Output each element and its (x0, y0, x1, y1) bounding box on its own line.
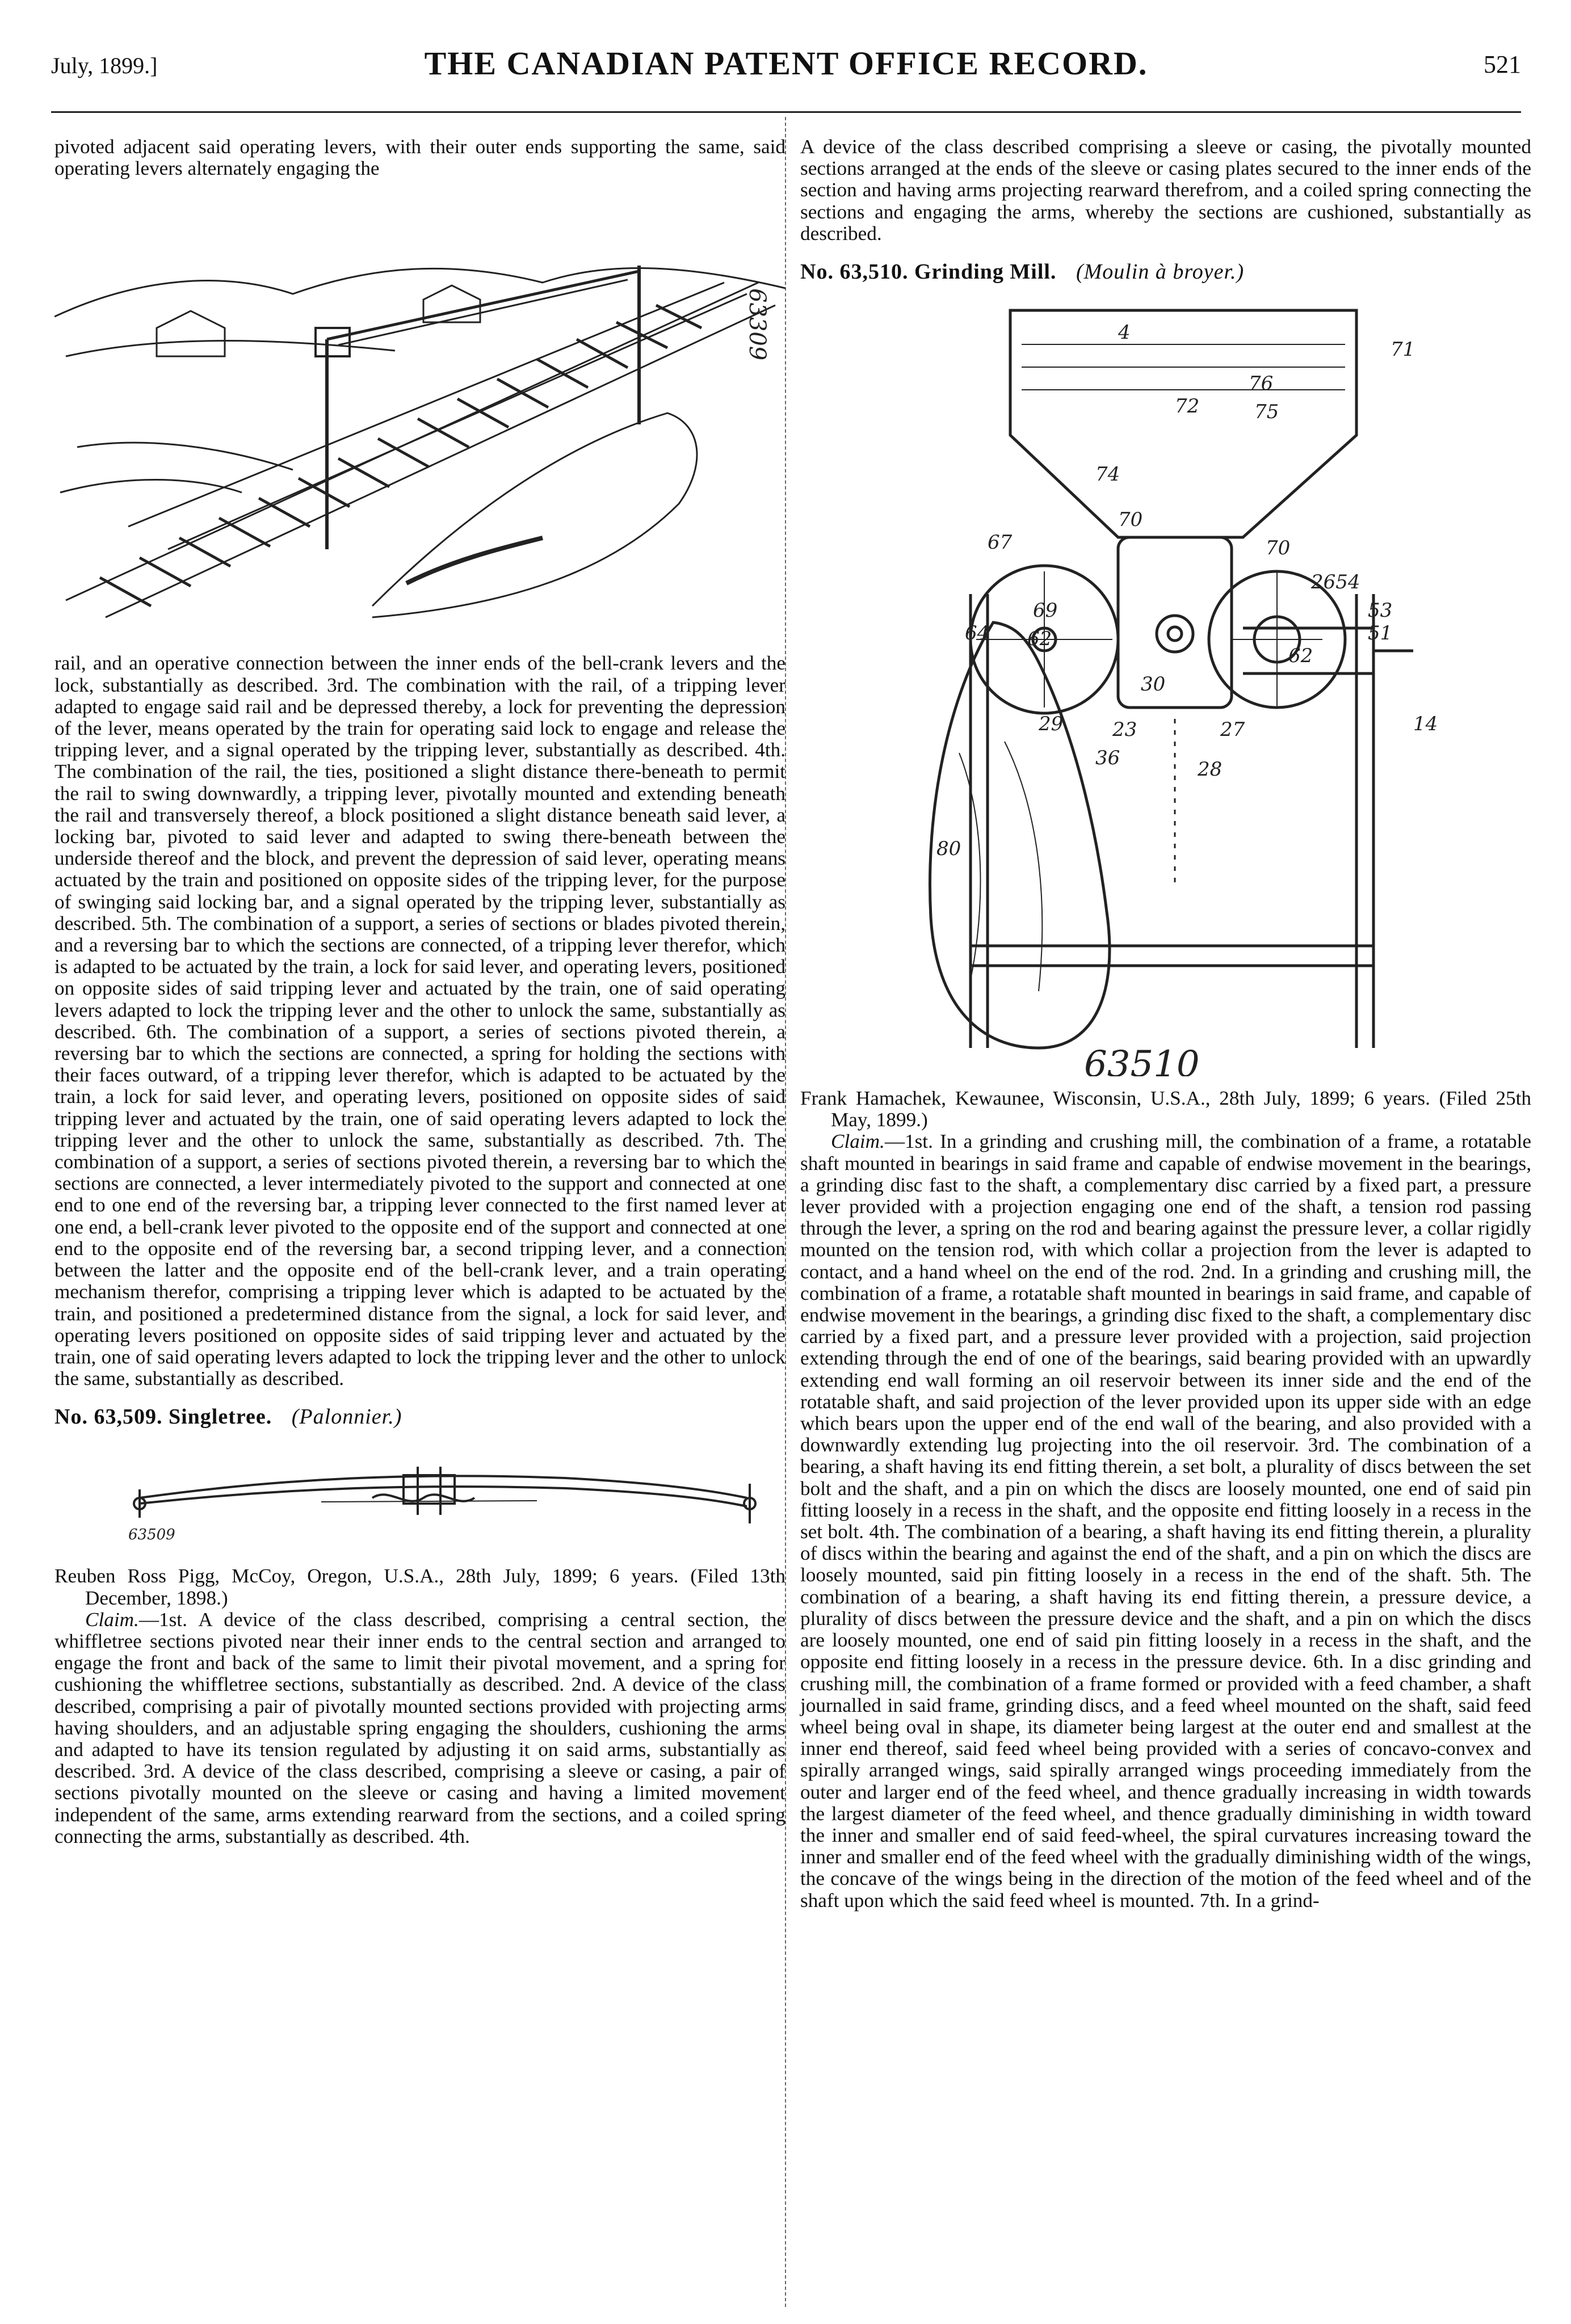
header-rule (51, 111, 1521, 113)
svg-text:2654: 2654 (1311, 571, 1360, 594)
railway-figure (54, 209, 786, 623)
singletree-drawing-icon (54, 1444, 786, 1557)
patent-title: Grinding Mill. (914, 260, 1057, 284)
patent-title: Singletree. (168, 1405, 272, 1429)
claim-paragraph-63509 (54, 1609, 786, 1847)
svg-text:70: 70 (1266, 537, 1291, 560)
svg-text:23: 23 (1112, 718, 1137, 742)
intro-paragraph: pivoted adjacent said operating levers, with their outer ends supporting the same, said operating levers alternately engaging the (54, 136, 786, 180)
publication-title: THE CANADIAN PATENT OFFICE RECORD. (424, 45, 1148, 82)
svg-text:76: 76 (1249, 372, 1274, 395)
mill-figure-label: 63510 (1084, 1043, 1200, 1077)
patent-french-title: (Palonnier.) (291, 1405, 402, 1429)
grinding-mill-figure (800, 299, 1531, 1076)
svg-text:74: 74 (1095, 463, 1120, 486)
page-number: 521 (1484, 50, 1521, 78)
svg-text:64: 64 (965, 622, 990, 645)
patent-number: No. 63,509. (54, 1405, 163, 1429)
svg-text:14: 14 (1413, 713, 1438, 736)
svg-text:36: 36 (1095, 747, 1120, 770)
svg-text:70: 70 (1118, 508, 1143, 532)
railway-track-illustration-icon (54, 209, 786, 623)
issue-date: July, 1899.] (51, 53, 158, 78)
left-column (54, 136, 786, 1847)
svg-text:4: 4 (1118, 321, 1131, 344)
svg-text:51: 51 (1368, 622, 1393, 645)
claim-label: Claim. (831, 1130, 885, 1153)
railway-claims-text: rail, and an operative connection between the inner ends of the bell-crank levers and the lock, substantially as described. 3rd. The combination with the rail, of a tripping lever adapted to engage said rail and be depressed thereby, a lock for preventing the depression of the lever, means operated by the train for operating said lock to engage and release the tripping lever, and a signal operated by the tripping lever, substantially as described. 4th. The combination of the rail, the ties, positioned a slight distance there-beneath to permit the rail to swing downwardly, a tripping lever, pivotally mounted and extending beneath the rail and transversely thereof, a block positioned a slight distance beneath said lever, a locking bar, pivoted to said lever and adapted to swing there-beneath between the underside thereof and the block, and prevent the depression of said lever, operating means actuated by the train and positioned on opposite sides of the tripping lever, for the purpose of swinging said locking bar, and a signal operated by the tripping lever, substantially as described. 5th. The combination of a support, a series of sections or blades pivoted therein, and a reversing bar to which the sections are connected, of a tripping lever therefor, which is adapted to be actuated by the train, a lock for said lever, and operating levers, positioned on opposite sides of said tripping lever and actuated by the train, one of said operating levers adapted to lock the tripping lever and the other to unlock the same, substantially as described. 6th. The combination of a support, a series of sections pivoted therein, a reversing bar to which the sections are connected, a spring for holding the sections with their faces outward, of a tripping lever therefor, which is adapted to be actuated by the train, a lock for said lever, and operating levers, positioned on opposite sides of said tripping lever and actuated by the train, one of said operating levers adapted to lock the tripping lever and the other to unlock the same, substantially as described. 7th. The combination of a support, a series of sections pivoted therein, a reversing bar to which the sections are connected, a lever intermediately pivoted to the support and connected at one end to one end of the reversing bar, a tripping lever connected to the first named lever at one end, a bell-crank lever pivoted to the opposite end of the support and connected at one end to the opposite end of the reversing bar, a second tripping lever, and a connection between the latter and the opposite end of the bell-crank lever, and a train operating mechanism therefor, comprising a tripping lever which is adapted to be actuated by the train, and positioned a predetermined distance from the signal, a lock for said lever, and operating levers positioned on opposite sides of said tripping lever and actuated by the train, one of said operating levers adapted to lock the tripping lever and the other to unlock the same, substantially as described. (54, 652, 786, 1390)
railway-figure-label: 63309 (744, 288, 770, 361)
right-column (800, 136, 1531, 1912)
singletree-figure-label: 63509 (128, 1526, 175, 1544)
claim-paragraph-63510 (800, 1131, 1531, 1911)
patent-number: No. 63,510. (800, 260, 909, 284)
svg-text:29: 29 (1039, 713, 1064, 736)
svg-text:80: 80 (936, 837, 961, 861)
claim-label: Claim. (85, 1608, 139, 1631)
claim-text: —1st. A device of the class described, comprising a central section, the whiffletree sections pivoted near their inner ends to the central section and arranged to engage the front and back of the same to limit their pivotal movement, and a spring for cushioning the whiffletree sections, substantially as described. 2nd. A device of the class described, comprising a pair of pivotally mounted sections provided with projecting arms having shoulders, and an adjustable spring engaging the shoulders, cushioning the arms and adapted to have its tension regulated by adjusting it on said arms, substantially as described. 3rd. A device of the class described, comprising a sleeve or casing, a pair of sections pivotally mounted on the sleeve or casing and having a limited movement independent of the same, arms extending rearward from the sections, and a coiled spring connecting the arms, substantially as described. 4th. (54, 1608, 786, 1847)
applicant-63509: Reuben Ross Pigg, McCoy, Oregon, U.S.A., 28th July, 1899; 6 years. (Filed 13th December, 1898.) (54, 1565, 786, 1609)
svg-text:53: 53 (1368, 599, 1393, 622)
claim-continued-63509: A device of the class described comprising a sleeve or casing, the pivotally mounted sections arranged at the ends of the sleeve or casing plates secured to the inner ends of the section and having arms projecting rearward therefrom, and a coiled spring connecting the sections and engaging the arms, whereby the sections are cushioned, substantially as described. (800, 136, 1531, 245)
claim-text: —1st. In a grinding and crushing mill, the combination of a frame, a rotatable shaft mounted in bearings in said frame and capable of endwise movement in the bearings, a grinding disc fast to the shaft, a complementary disc carried by a fixed part, a pressure lever provided with a projection engaging one end of the shaft, a tension rod passing through the lever, a spring on the rod and bearing against the pressure lever, a collar rigidly mounted on the tension rod, with which collar a projection from the lever is adapted to contact, and a hand wheel on the end of the rod. 2nd. In a grinding and crushing mill, the combination of a frame, a rotatable shaft mounted in bearings in said frame, and capable of endwise movement in the bearings, a grinding disc fixed to the shaft, a complementary disc carried by a fixed part, and a pressure lever provided with a projection, said projection extending through the end of one of the bearings, said bearing provided with an upwardly extending end wall forming an oil reservoir between its inner side and the end of the rotatable shaft, and said projection of the lever provided upon its upper side with an edge which bears upon the upper end of the end wall of the bearing, and also provided with a downwardly extending lug projecting into the oil reservoir. 3rd. The combination of a bearing, a shaft having its end fitting therein, a set bolt, a plurality of discs between the set bolt and the shaft, and a pin on which the discs are loosely mounted, one end of said pin fitting loosely in a recess in the shaft, and the opposite end fitting loosely in a recess in the set bolt. 4th. The combination of a bearing, a shaft having its end fitting therein, a plurality of discs within the bearing and against the end of the shaft, and a pin on which the discs are loosely mounted, said pin fitting loosely in a recess in the end of the shaft. 5th. The combination of a bearing, a shaft having its end fitting therein, a pressure device, a plurality of discs between the pressure device and the shaft, and a pin on which the discs are loosely mounted, one end of said pin fitting loosely in a recess in the shaft, and the opposite end fitting loosely in a recess in the pressure device. 6th. In a disc grinding and crushing mill, the combination of a frame formed or provided with a feed chamber, a shaft journalled in said frame, grinding discs, and a feed wheel mounted on the shaft, said feed wheel being oval in shape, its diameter being largest at the outer end and smallest at the inner end thereof, said feed wheel being provided with a series of concavo-convex and spirally arranged wings, said spirally arranged wings proceeding immediately from the outer and larger end of the feed wheel, and thence gradually increasing in width towards the largest diameter of the feed wheel, and thence gradually diminishing in width toward the inner and smaller end of said feed-wheel, the spiral curvatures increasing toward the inner and smaller end of the feed wheel with the gradually diminishing width of the wings, the concave of the wings being in the direction of the motion of the feed wheel and of the shaft upon which the said feed wheel is mounted. 7th. In a grind- (800, 1130, 1531, 1912)
page-header (51, 44, 1521, 90)
grinding-mill-drawing-icon (800, 299, 1531, 1076)
patent-heading-63509 (54, 1404, 786, 1429)
svg-text:67: 67 (988, 531, 1013, 554)
svg-text:28: 28 (1198, 758, 1223, 781)
svg-text:69: 69 (1033, 599, 1058, 622)
svg-text:72: 72 (1175, 395, 1200, 418)
svg-text:62: 62 (1027, 628, 1052, 651)
applicant-63510: Frank Hamachek, Kewaunee, Wisconsin, U.S.A., 28th July, 1899; 6 years. (Filed 25th May, 1899.) (800, 1087, 1531, 1131)
svg-text:30: 30 (1141, 673, 1166, 696)
svg-text:62: 62 (1288, 645, 1313, 668)
svg-text:71: 71 (1391, 338, 1415, 361)
svg-text:75: 75 (1254, 401, 1279, 424)
svg-text:27: 27 (1220, 718, 1245, 742)
singletree-figure (54, 1444, 786, 1557)
patent-heading-63510 (800, 259, 1531, 284)
patent-french-title: (Moulin à broyer.) (1076, 260, 1245, 284)
